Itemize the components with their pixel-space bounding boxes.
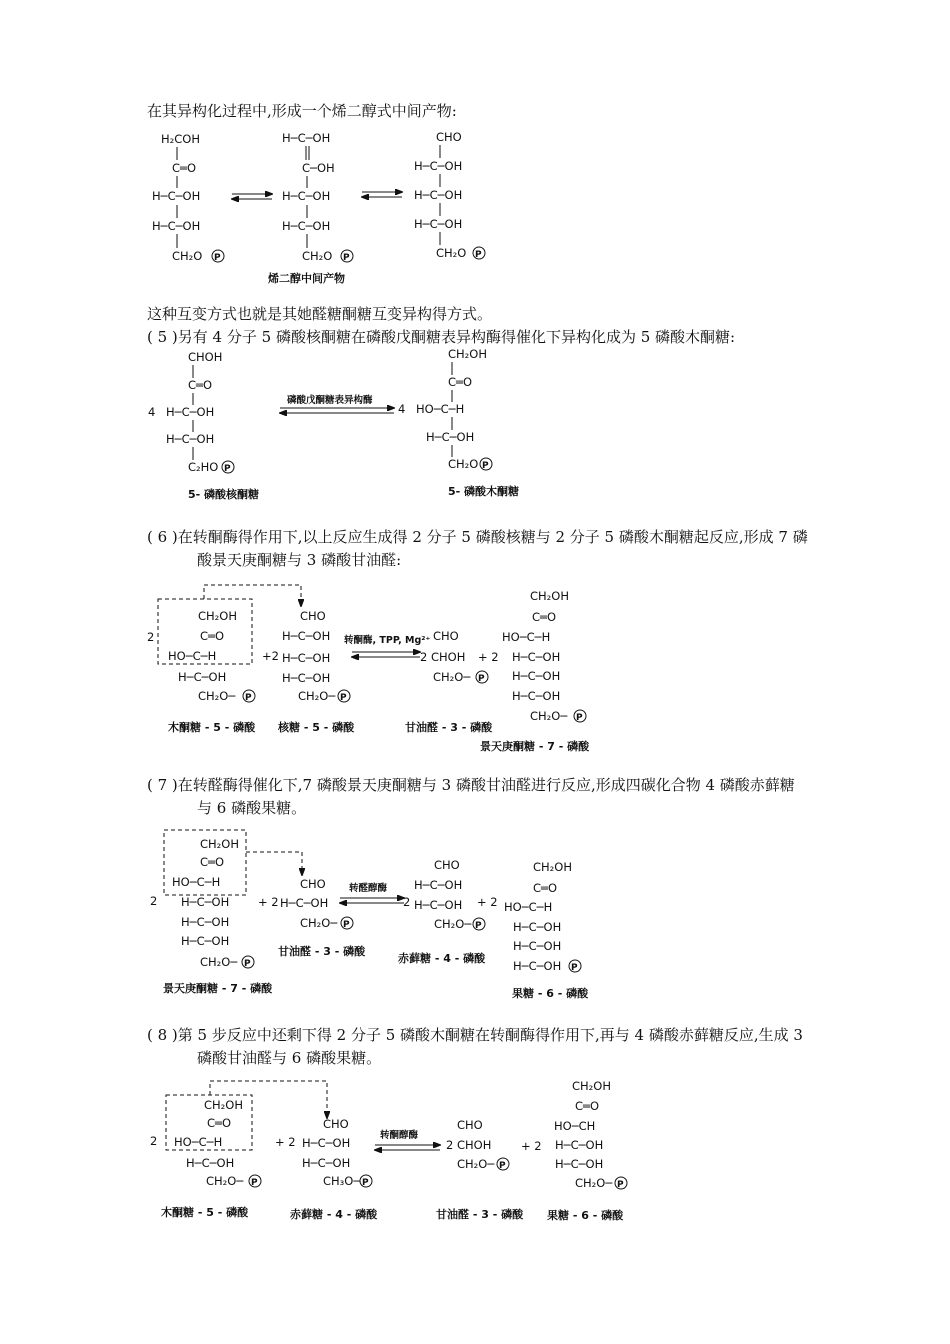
- molecule-erythrose-4p: [414, 858, 485, 931]
- coefficient: 2: [150, 894, 158, 908]
- atom-label: CH₂O: [436, 246, 467, 260]
- figure-epimerase: [148, 347, 519, 501]
- molecule-ribulose-5p: [166, 350, 234, 474]
- atom-label: CH₂O: [302, 249, 333, 263]
- equilibrium-arrow: [344, 634, 430, 657]
- atom-label: CH₂O─: [206, 1174, 244, 1188]
- atom-label: H─C─OH: [414, 898, 463, 912]
- atom-label: H─C─OH: [280, 896, 329, 910]
- atom-label: H─C─OH: [555, 1157, 604, 1171]
- caption: 甘油醛 - 3 - 磷酸: [278, 945, 366, 958]
- atom-label: H─C─OH: [152, 189, 201, 203]
- plus-sign: + 2: [478, 650, 499, 664]
- paragraph-step6-line1: ( 6 )在转酮酶得作用下,以上反应生成得 2 分子 5 磷酸核糖与 2 分子 5 磷酸木酮糖起反应,形成 7 磷: [147, 528, 808, 546]
- atom-label: H─C─OH: [513, 920, 562, 934]
- atom-label: H─C─OH: [178, 670, 227, 684]
- caption: 甘油醛 - 3 - 磷酸: [405, 721, 493, 734]
- equilibrium-arrow: [362, 192, 402, 197]
- phosphate-symbol: P: [214, 253, 221, 263]
- phosphate-symbol: P: [617, 1180, 624, 1190]
- atom-label: CH₂OH: [204, 1098, 243, 1112]
- plus-sign: + 2: [258, 895, 279, 909]
- phosphate-symbol: P: [343, 920, 350, 930]
- atom-label: H─C─OH: [181, 915, 230, 929]
- figure-transketolase-1: [147, 585, 590, 753]
- atom-label: C═O: [188, 378, 213, 392]
- plus-sign: + 2: [477, 895, 498, 909]
- paragraph-step8-line2: 磷酸甘油醛与 6 磷酸果糖。: [197, 1049, 382, 1067]
- atom-label: C═O: [200, 855, 225, 869]
- atom-label: CH₂O─: [433, 670, 471, 684]
- enzyme-label: 转醛醇酶: [349, 883, 388, 894]
- atom-label: CH₃O─: [323, 1174, 361, 1188]
- molecule-enediol: [282, 131, 353, 263]
- atom-label: CH₂OH: [198, 609, 237, 623]
- paragraph-step8-line1: ( 8 )第 5 步反应中还剩下得 2 分子 5 磷酸木酮糖在转酮酶得作用下,再与 4 磷酸赤藓糖反应,生成 3: [147, 1026, 803, 1044]
- equilibrium-arrow: [280, 394, 394, 413]
- atom-label: H─C─OH: [513, 939, 562, 953]
- atom-label: H─C─OH: [282, 131, 331, 145]
- caption: 赤藓糖 - 4 - 磷酸: [290, 1208, 378, 1221]
- atom-label: HO─C─H: [416, 402, 465, 416]
- atom-label: C═O: [532, 610, 557, 624]
- atom-label: CH₂O─: [298, 689, 336, 703]
- atom-label: CH₂OH: [533, 860, 572, 874]
- paragraph-step7-line2: 与 6 磷酸果糖。: [197, 799, 307, 817]
- atom-label: H─C─OH: [513, 959, 562, 973]
- atom-label: H─C─OH: [414, 878, 463, 892]
- atom-label: C₂HO: [188, 460, 219, 474]
- atom-label: CH₂O─: [530, 709, 568, 723]
- caption: 景天庚酮糖 - 7 - 磷酸: [163, 982, 273, 995]
- coefficient: 2: [150, 1134, 158, 1148]
- atom-label: 2 CHOH: [446, 1138, 492, 1152]
- atom-label: C─OH: [302, 161, 335, 175]
- phosphate-symbol: P: [245, 693, 252, 703]
- enzyme-label: 磷酸戊酮糖表异构酶: [287, 395, 373, 406]
- caption: 果糖 - 6 - 磷酸: [512, 987, 589, 1000]
- atom-label: H─C─OH: [152, 219, 201, 233]
- atom-label: CHO: [323, 1117, 349, 1131]
- atom-label: CHO: [436, 130, 462, 144]
- phosphate-symbol: P: [251, 1178, 258, 1188]
- enediol-caption: 烯二醇中间产物: [268, 272, 345, 285]
- atom-label: H─C─OH: [302, 1156, 351, 1170]
- coefficient: 2: [403, 895, 411, 909]
- ribulose-caption: 5- 磷酸核酮糖: [188, 488, 260, 501]
- atom-label: H─C─OH: [166, 405, 215, 419]
- atom-label: H─C─OH: [302, 1136, 351, 1150]
- caption: 木酮糖 - 5 - 磷酸: [168, 721, 256, 734]
- plus-sign: +2: [262, 649, 279, 663]
- xylulose-caption: 5- 磷酸木酮糖: [448, 485, 520, 498]
- molecule-aldose: [414, 130, 485, 260]
- atom-label: H─C─OH: [414, 188, 463, 202]
- atom-label: CH₂O: [448, 457, 479, 471]
- atom-label: CH₂OH: [200, 837, 239, 851]
- coefficient: 4: [398, 402, 406, 416]
- atom-label: 2 CHOH: [420, 650, 466, 664]
- plus-sign: + 2: [275, 1135, 296, 1149]
- equilibrium-arrow: [232, 194, 272, 199]
- phosphate-symbol: P: [244, 959, 251, 969]
- phosphate-symbol: P: [499, 1161, 506, 1171]
- atom-label: H─C─OH: [512, 669, 561, 683]
- atom-label: H─C─OH: [414, 159, 463, 173]
- atom-label: HO─C─H: [168, 649, 217, 663]
- atom-label: HO─CH: [554, 1119, 596, 1133]
- atom-label: CHO: [457, 1118, 483, 1132]
- atom-label: CH₂O: [172, 249, 203, 263]
- atom-label: HO─C─H: [172, 875, 221, 889]
- paragraph-step7-line1: ( 7 )在转醛酶得催化下,7 磷酸景天庚酮糖与 3 磷酸甘油醛进行反应,形成四碳化合物 4 磷酸赤藓糖: [147, 776, 795, 794]
- paragraph-isomerization: 在其异构化过程中,形成一个烯二醇式中间产物:: [147, 102, 457, 120]
- paragraph-tautomer: 这种互变方式也就是其她醛糖酮糖互变异构得方式。: [147, 305, 493, 323]
- atom-label: H─C─OH: [555, 1138, 604, 1152]
- atom-label: C═O: [207, 1116, 232, 1130]
- plus-sign: + 2: [521, 1139, 542, 1153]
- caption: 甘油醛 - 3 - 磷酸: [436, 1208, 524, 1221]
- atom-label: CH₂OH: [530, 589, 569, 603]
- phosphate-symbol: P: [576, 713, 583, 723]
- atom-label: CHO: [300, 877, 326, 891]
- coefficient: 2: [147, 630, 155, 644]
- enzyme-label: 转酮醇酶: [380, 1130, 419, 1141]
- phosphate-symbol: P: [343, 253, 350, 263]
- atom-label: C═O: [533, 881, 558, 895]
- atom-label: CHO: [300, 609, 326, 623]
- molecule-glyceraldehyde-3p: [446, 1118, 509, 1171]
- atom-label: CH₂O─: [198, 689, 236, 703]
- atom-label: H─C─OH: [186, 1156, 235, 1170]
- molecule-erythrose-4p: [302, 1117, 372, 1188]
- atom-label: C═O: [172, 161, 197, 175]
- molecule-xylulose-5p: [174, 1098, 261, 1188]
- atom-label: HO─C─H: [504, 900, 553, 914]
- atom-label: H₂COH: [161, 132, 200, 146]
- atom-label: H─C─OH: [512, 650, 561, 664]
- phosphate-symbol: P: [362, 1178, 369, 1188]
- atom-label: HO─C─H: [174, 1135, 223, 1149]
- caption: 果糖 - 6 - 磷酸: [547, 1209, 624, 1222]
- atom-label: C═O: [448, 375, 473, 389]
- caption: 核糖 - 5 - 磷酸: [278, 721, 355, 734]
- phosphate-symbol: P: [340, 693, 347, 703]
- molecule-xylulose-5p: [416, 347, 492, 471]
- enzyme-label: 转酮酶, TPP, Mg²⁺: [344, 635, 431, 646]
- atom-label: H─C─OH: [282, 651, 331, 665]
- figure-transaldolase: [150, 830, 589, 1000]
- atom-label: CH₂OH: [572, 1079, 611, 1093]
- equilibrium-arrow: [375, 1129, 440, 1150]
- caption: 赤藓糖 - 4 - 磷酸: [398, 952, 486, 965]
- atom-label: CH₂O─: [434, 917, 472, 931]
- paragraph-step5: ( 5 )另有 4 分子 5 磷酸核酮糖在磷酸戊酮糖表异构酶得催化下异构化成为 5 磷酸木酮糖:: [147, 328, 736, 346]
- molecule-ketose: [152, 132, 224, 263]
- figure-enediol: [152, 130, 485, 285]
- atom-label: CHO: [434, 858, 460, 872]
- molecule-fructose-6p: [554, 1079, 627, 1190]
- phosphate-symbol: P: [475, 921, 482, 931]
- phosphate-symbol: P: [571, 963, 578, 973]
- atom-label: H─C─OH: [282, 219, 331, 233]
- phosphate-symbol: P: [224, 464, 231, 474]
- figure-transketolase-2: [150, 1079, 627, 1222]
- atom-label: H─C─OH: [282, 629, 331, 643]
- atom-label: H─C─OH: [166, 432, 215, 446]
- atom-label: CHO: [433, 629, 459, 643]
- atom-label: H─C─OH: [282, 671, 331, 685]
- atom-label: HO─C─H: [502, 630, 551, 644]
- atom-label: H─C─OH: [426, 430, 475, 444]
- atom-label: H─C─OH: [414, 217, 463, 231]
- phosphate-symbol: P: [475, 250, 482, 260]
- atom-label: C═O: [200, 629, 225, 643]
- caption: 木酮糖 - 5 - 磷酸: [161, 1206, 249, 1219]
- atom-label: CH₂O─: [200, 955, 238, 969]
- atom-label: CH₂O─: [575, 1176, 613, 1190]
- molecule-sedoheptulose-7p: [502, 589, 586, 723]
- atom-label: H─C─OH: [181, 895, 230, 909]
- atom-label: CH₂OH: [448, 347, 487, 361]
- molecule-ribose-5p: [282, 609, 350, 703]
- atom-label: H─C─OH: [181, 934, 230, 948]
- atom-label: C═O: [575, 1099, 600, 1113]
- atom-label: H─C─OH: [282, 189, 331, 203]
- coefficient: 4: [148, 405, 156, 419]
- paragraph-step6-line2: 酸景天庚酮糖与 3 磷酸甘油醛:: [197, 551, 402, 569]
- phosphate-symbol: P: [478, 674, 485, 684]
- phosphate-symbol: P: [482, 461, 489, 471]
- molecule-xylulose-5p: [168, 609, 255, 703]
- molecule-fructose-6p: [504, 860, 581, 973]
- atom-label: H─C─OH: [512, 689, 561, 703]
- caption: 景天庚酮糖 - 7 - 磷酸: [480, 740, 590, 753]
- equilibrium-arrow: [340, 882, 404, 903]
- atom-label: CHOH: [188, 350, 223, 364]
- molecule-sedoheptulose-7p: [172, 837, 254, 969]
- atom-label: CH₂O─: [300, 916, 338, 930]
- atom-label: CH₂O─: [457, 1157, 495, 1171]
